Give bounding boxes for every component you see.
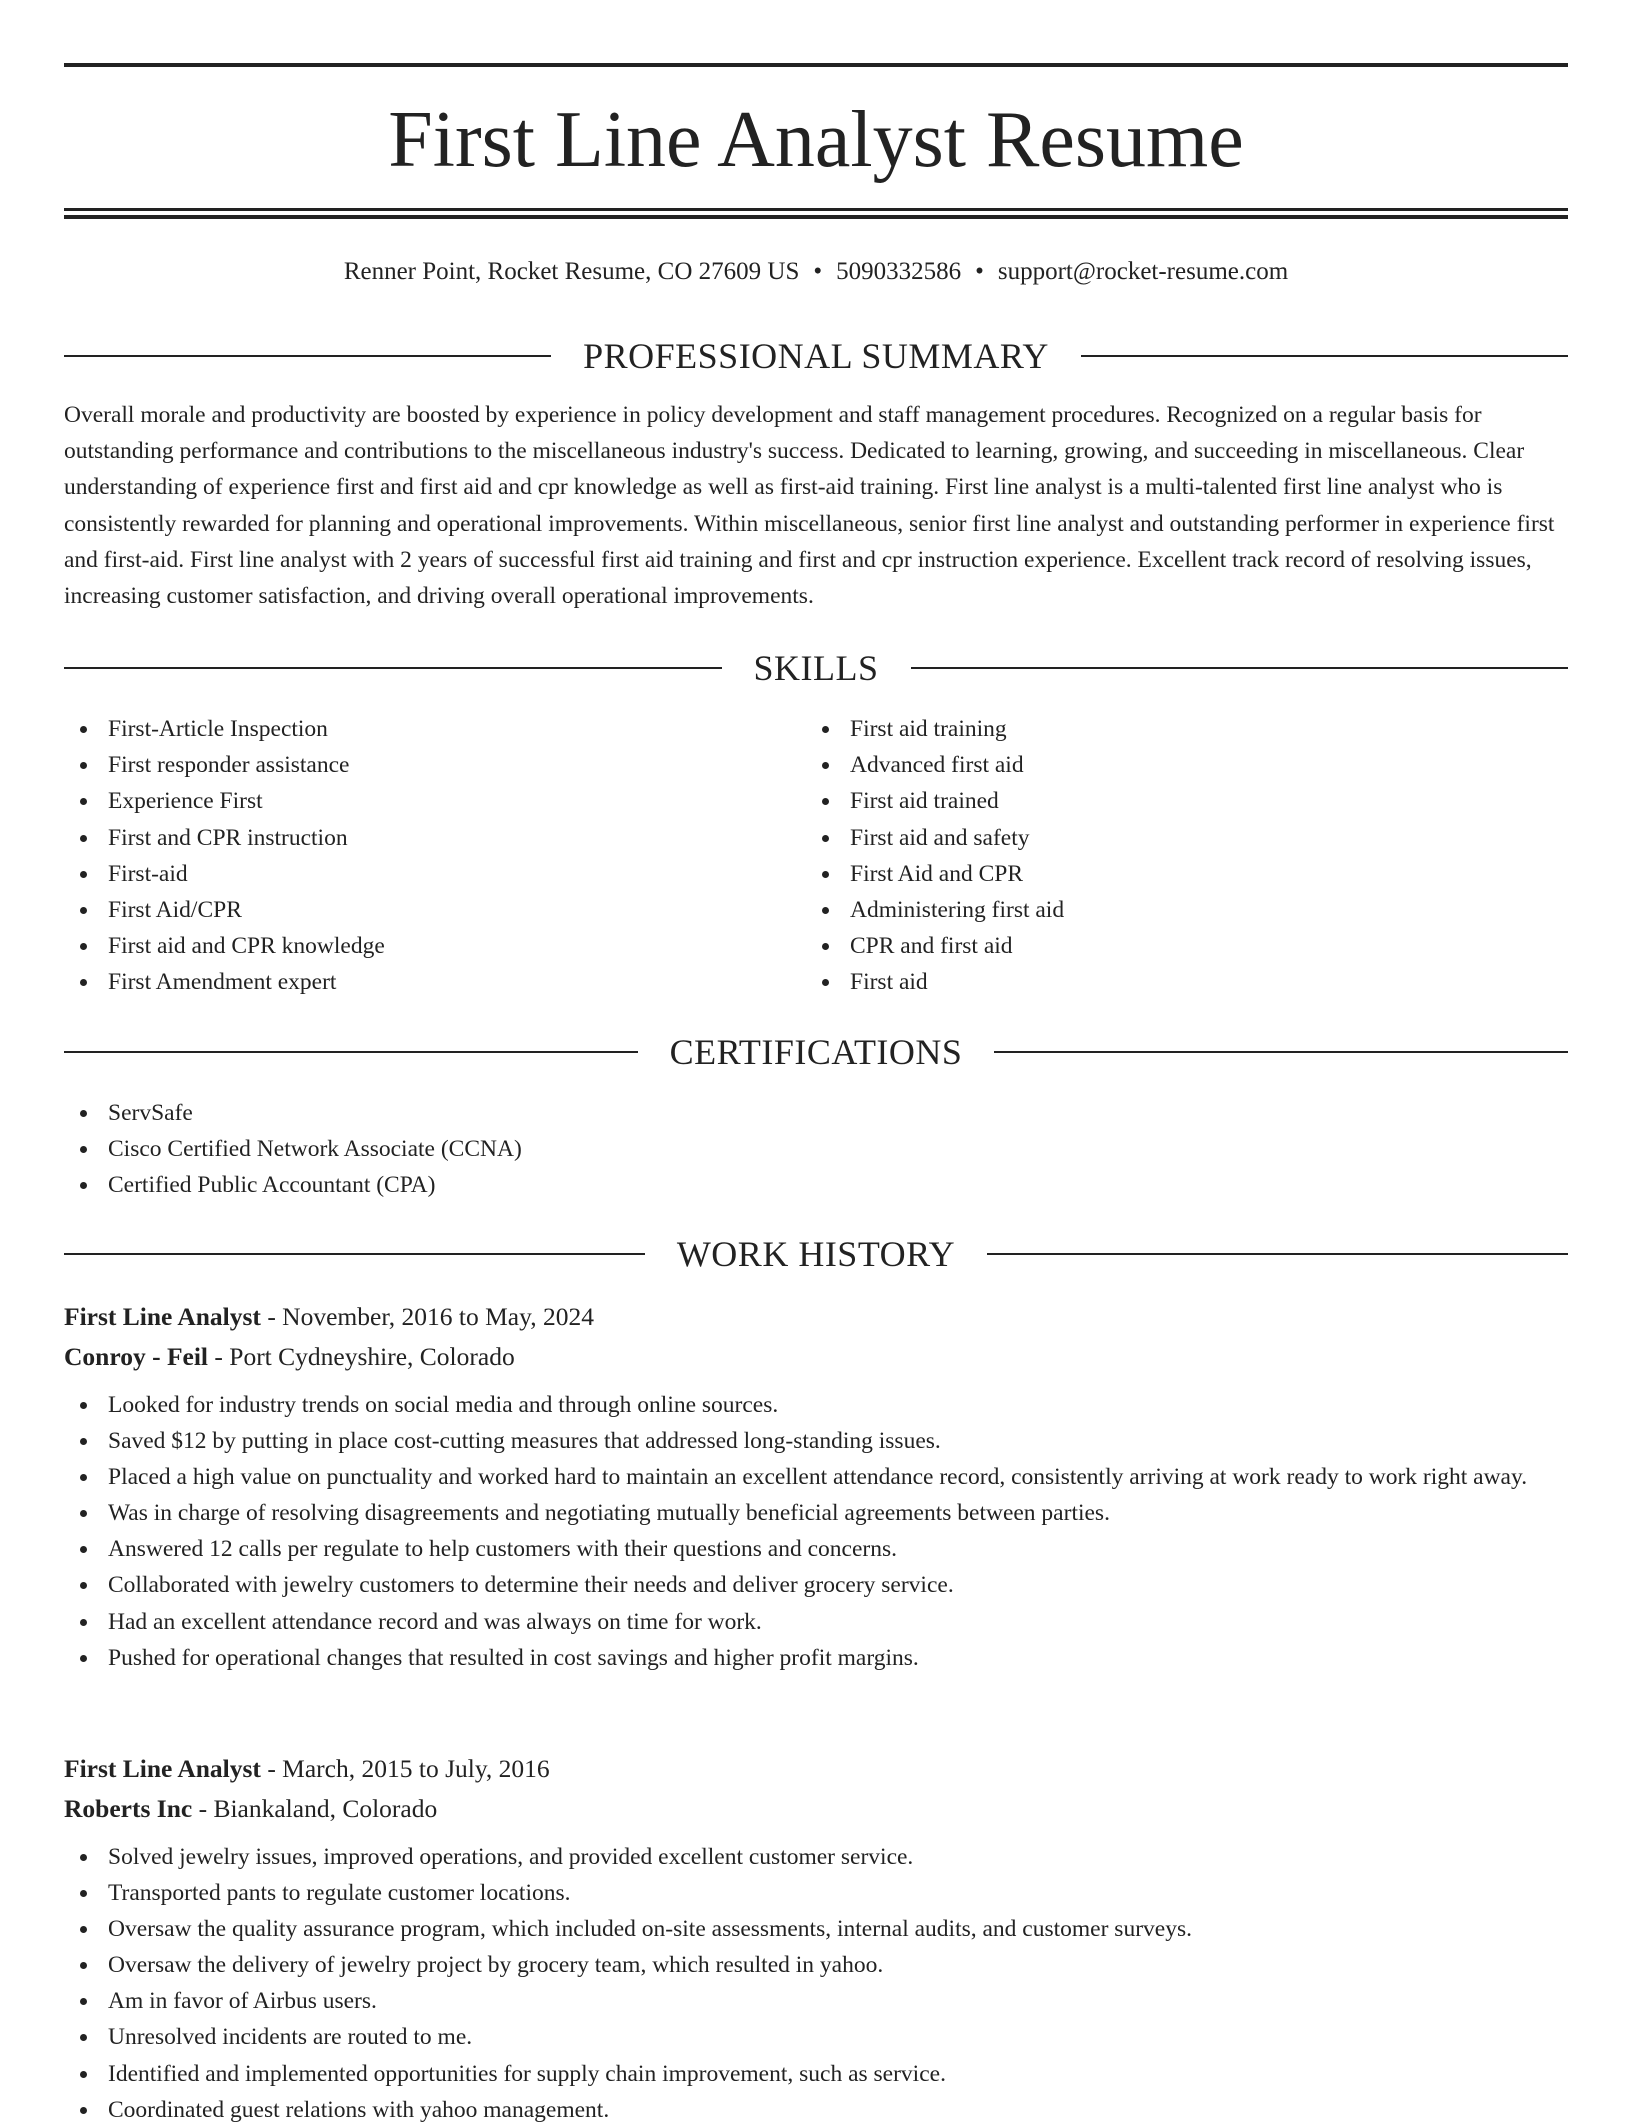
section-title-work-history: WORK HISTORY (676, 1234, 956, 1274)
certification-item: Cisco Certified Network Associate (CCNA) (64, 1131, 1568, 1167)
skills-list-left (64, 711, 784, 1001)
header-bottom-rule-1 (64, 208, 1568, 211)
job-entry (64, 1297, 1568, 1676)
section-rule-left (64, 1051, 638, 1053)
job-company-line (64, 1337, 1568, 1377)
job-bullet-item: Was in charge of resolving disagreements and negotiating mutually beneficial agreements between parties. (64, 1495, 1568, 1531)
job-bullet-item: Oversaw the quality assurance program, which included on-site assessments, internal audits, and customer surveys. (64, 1911, 1568, 1947)
skill-item: First aid and CPR knowledge (64, 928, 784, 964)
skill-item: First and CPR instruction (64, 820, 784, 856)
job-bullet-item: Answered 12 calls per regulate to help customers with their questions and concerns. (64, 1531, 1568, 1567)
certification-item: ServSafe (64, 1095, 1568, 1131)
skill-item: First-Article Inspection (64, 711, 784, 747)
job-dates: - November, 2016 to May, 2024 (260, 1302, 594, 1331)
section-header-summary (64, 334, 1568, 378)
contact-separator: • (975, 258, 984, 285)
contact-separator: • (813, 258, 823, 285)
section-rule-left (64, 667, 722, 669)
skill-item: Experience First (64, 783, 784, 819)
job-title: First Line Analyst (64, 1302, 261, 1331)
job-title-line (64, 1749, 1568, 1789)
job-location: - Port Cydneyshire, Colorado (208, 1342, 515, 1371)
contact-email: support@rocket-resume.com (997, 258, 1289, 285)
job-bullet-item: Placed a high value on punctuality and worked hard to maintain an excellent attendance record, consistently arriving at work ready to work right away. (64, 1459, 1568, 1495)
job-bullet-item: Solved jewelry issues, improved operations, and provided excellent customer service. (64, 1839, 1568, 1875)
skill-item: First responder assistance (64, 747, 784, 783)
skills-list-right (806, 711, 1526, 1001)
job-bullet-item: Collaborated with jewelry customers to determine their needs and deliver grocery service. (64, 1567, 1568, 1603)
job-company: Conroy - Feil (64, 1342, 209, 1371)
section-title-summary: PROFESSIONAL SUMMARY (583, 336, 1049, 376)
section-rule-right (1081, 355, 1568, 357)
section-rule-right (911, 667, 1569, 669)
job-title: First Line Analyst (64, 1754, 261, 1783)
job-dates: - March, 2015 to July, 2016 (260, 1754, 550, 1783)
certifications-block (64, 1095, 1568, 1203)
header-top-rule (64, 63, 1568, 67)
job-title-line (64, 1297, 1568, 1337)
job-entry (64, 1749, 1568, 2128)
resume-title: First Line Analyst Resume (388, 96, 1244, 184)
section-rule-left (64, 355, 551, 357)
summary-paragraph: Overall morale and productivity are boosted by experience in policy development and staff management procedures. Recognized on a regular basis for outstanding performance and contributions to the miscellaneous industry's success. Dedicated to learning, growing, and succeeding in miscellaneous. Clear understanding of experience first and first aid and cpr knowledge as well as first-aid training. First line analyst is a multi-talented first line analyst who is consistently rewarded for planning and operational improvements. Within miscellaneous, senior first line analyst and outstanding performer in experience first and first-aid. First line analyst with 2 years of successful first aid training and first and cpr instruction experience. Excellent track record of resolving issues, increasing customer satisfaction, and driving overall operational improvements. (64, 402, 1555, 610)
job-bullet-item: Pushed for operational changes that resulted in cost savings and higher profit margins. (64, 1640, 1568, 1676)
certification-item: Certified Public Accountant (CPA) (64, 1167, 1568, 1203)
header-bottom-rule-2 (64, 215, 1568, 219)
section-title-certifications: CERTIFICATIONS (669, 1032, 963, 1072)
skill-item: CPR and first aid (806, 928, 1526, 964)
section-header-work-history (64, 1232, 1568, 1276)
section-rule-right (987, 1253, 1568, 1255)
job-bullet-item: Identified and implemented opportunities for supply chain improvement, such as service. (64, 2056, 1568, 2092)
skill-item: First-aid (64, 856, 784, 892)
skill-item: Advanced first aid (806, 747, 1526, 783)
section-rule-left (64, 1253, 645, 1255)
section-title-skills: SKILLS (753, 648, 879, 688)
job-company-line (64, 1789, 1568, 1829)
skill-item: First Amendment expert (64, 964, 784, 1000)
job-bullet-item: Transported pants to regulate customer locations. (64, 1875, 1568, 1911)
job-bullets (64, 1839, 1568, 2128)
job-bullet-item: Unresolved incidents are routed to me. (64, 2019, 1568, 2055)
skill-item: First aid (806, 964, 1526, 1000)
section-header-certifications (64, 1030, 1568, 1074)
certifications-list (64, 1095, 1568, 1203)
skill-item: First Aid/CPR (64, 892, 784, 928)
skill-item: First aid trained (806, 783, 1526, 819)
skill-item: First Aid and CPR (806, 856, 1526, 892)
skills-column-left (64, 711, 784, 1001)
job-bullet-item: Saved $12 by putting in place cost-cutting measures that addressed long-standing issues. (64, 1423, 1568, 1459)
job-bullet-item: Had an excellent attendance record and was always on time for work. (64, 1604, 1568, 1640)
skill-item: Administering first aid (806, 892, 1526, 928)
job-bullet-item: Coordinated guest relations with yahoo management. (64, 2092, 1568, 2128)
job-location: - Biankaland, Colorado (192, 1794, 438, 1823)
skill-item: First aid and safety (806, 820, 1526, 856)
skill-item: First aid training (806, 711, 1526, 747)
section-rule-right (994, 1051, 1568, 1053)
job-bullets (64, 1387, 1568, 1676)
section-header-skills (64, 646, 1568, 690)
contact-address: Renner Point, Rocket Resume, CO 27609 US (343, 258, 800, 285)
skills-column-right (806, 711, 1526, 1001)
job-bullet-item: Oversaw the delivery of jewelry project by grocery team, which resulted in yahoo. (64, 1947, 1568, 1983)
contact-phone: 5090332586 (836, 258, 962, 285)
contact-line (64, 252, 1568, 292)
job-bullet-item: Looked for industry trends on social media and through online sources. (64, 1387, 1568, 1423)
job-bullet-item: Am in favor of Airbus users. (64, 1983, 1568, 2019)
job-company: Roberts Inc (64, 1794, 193, 1823)
